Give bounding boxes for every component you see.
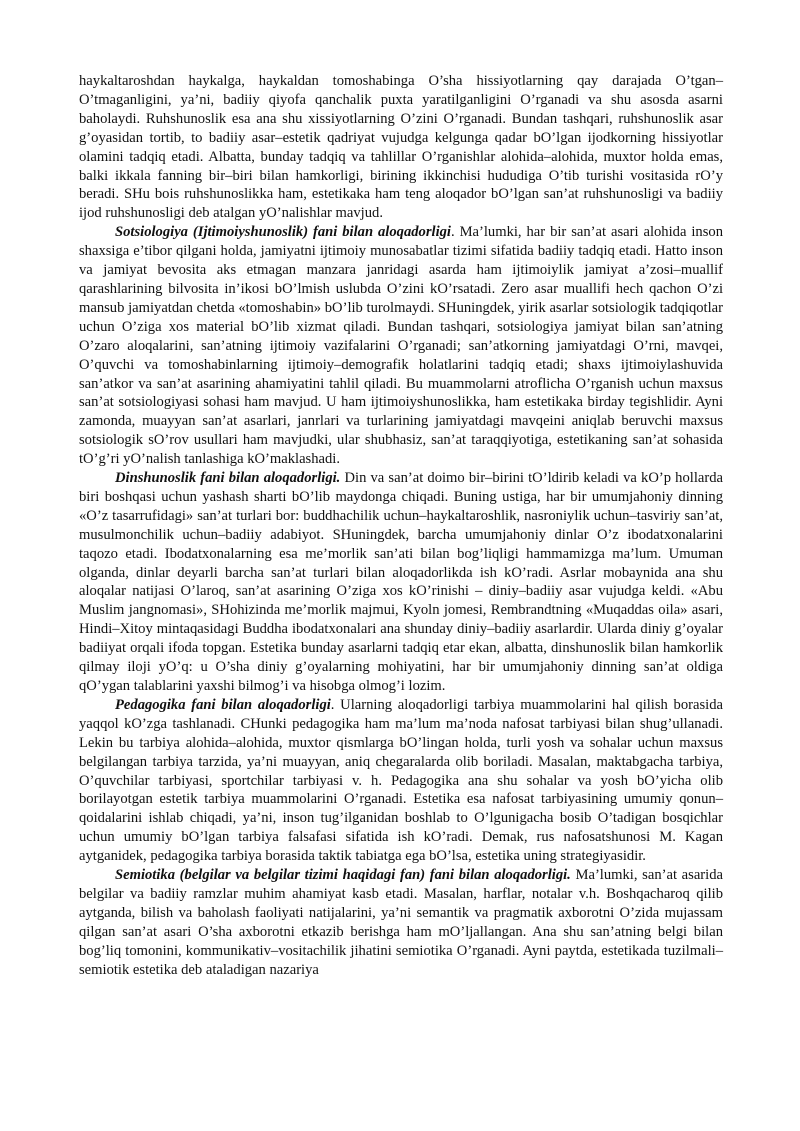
paragraph-text: haykaltaroshdan haykalga, haykaldan tomoshabinga O’sha hissiyotlarning qay darajada O’tgan–O’tmaganligini, ya’ni, badiiy qiyofa qanchalik puxta yaratilganligini O’rganadi va shu asosda asarni baholaydi. Ruhshunoslik esa ana shu xissiyotlarning O’zini O’rganadi. Bundan tashqari, ruhshunoslik asar g’oyasidan tortib, to badiiy asar–estetik qadriyat vujudga kelgunga qadar bO’lgan ijodkorning hissiyotlar olamini tadqiq etadi. Albatta, bunday tadqiq va tahlillar O’rganishlar alohida–alohida, muxtor holda emas, balki ikkala fanning bir–biri bilan hamkorligi, birining ikkinchisi hududiga O’tib turishi vositasida rO’y beradi. SHu bois ruhshunoslikka ham, estetikaka ham teng aloqador bO’lgan san’at ruhshunosligi va badiiy ijod ruhshunosligi deb atalgan yO’nalishlar mavjud. xyxy=(79,73,723,222)
paragraph-heading-sociology: Sotsiologiya (Ijtimoiyshunoslik) fani bilan aloqadorligi xyxy=(115,224,451,241)
paragraph-text: . Ularning aloqadorligi tarbiya muammolarini hal qilish borasida yaqqol kO’zga tashlanadi. CHunki pedagogika ham ma’lum ma’noda nafosat tarbiyasi bilan shug’ullanadi. Lekin bu tarbiya alohida–alohida, muxtor qismlarga bO’lingan holda, turli yosh va sohalar uchun maxsus belgilangan tarbiya tarzida, ya’ni muayyan, aniq chegaralarda olib boriladi. Masalan, maktabgacha tarbiya, O’quvchilar tarbiyasi, sportchilar tarbiyasi v. h. Pedagogika ana shu sohalar va yosh bO’yicha olib borilayotgan estetik tarbiya muammolarini O’rganadi. Estetika esa nafosat tarbiyasining umumiy qonun–qoidalarini ishlab chiqadi, ya’ni, inson tug’ilganidan boshlab to O’lgunigacha bosib O’tadigan bosqichlar uchun umumiy bO’lgan tarbiya falsafasi sifatida ish kO’radi. Demak, rus nafosatshunosi M. Kagan aytganidek, pedagogika tarbiya borasida taktik tabiatga ega bO’lsa, estetika uning strategiyasidir. xyxy=(79,696,723,865)
paragraph-sociology xyxy=(79,223,723,469)
paragraph-heading-semiotics: Semiotika (belgilar va belgilar tizimi haqidagi fan) fani bilan aloqadorligi. xyxy=(115,867,571,884)
paragraph-heading-pedagogy: Pedagogika fani bilan aloqadorligi xyxy=(115,696,331,713)
document-page xyxy=(79,72,723,980)
paragraph-psychology-continued xyxy=(79,72,723,223)
paragraph-semiotics xyxy=(79,866,723,979)
paragraph-heading-religious-studies: Dinshunoslik fani bilan aloqadorligi. xyxy=(115,470,341,487)
paragraph-text: Ma’lumki, san’at asarida belgilar va badiiy ramzlar muhim ahamiyat kasb etadi. Masalan, harflar, notalar v.h. Boshqacharoq qilib aytganda, bilish va baholash faoliyati natijalarini, ya’ni semantik va pragmatik axborotni O’zida mujassam qilgan san’at asari O’sha axborotni etkazib berishga ham mO’ljallangan. Ana shu san’atning belgi bilan bog’liq tomonini, kommunikativ–vositachilik jihatini semiotika O’rganadi. Ayni paytda, estetikada tuzilmali–semiotik estetika deb ataladigan nazariya xyxy=(79,867,723,978)
paragraph-text: Din va san’at doimo bir–birini tO’ldirib keladi va kO’p hollarda biri boshqasi uchun yashash sharti bO’lib maydonga chiqadi. Buning ustiga, har bir umumjahoniy dinning «O’z tasarrufidagi» san’at turlari bor: buddhachilik uchun–haykaltaroshlik, nasroniylik uchun–tasviriy san’at, musulmonchilik uchun–badiiy adabiyot. SHuningdek, barcha umumjahoniy dinlar O’z ibodatxonalarini taqozo etadi. Ibodatxonalarning esa me’morlik san’ati bilan bog’liqligi hammamizga ma’lum. Umuman olganda, dinlar deyarli barcha san’at turlari bilan aloqadorlikda ish kO’radi. Asrlar mobaynida ana shu aloqalar natijasi O’laroq, san’at asarining O’ziga xos kO’rinishi – diniy–badiiy asar vujudga keldi. «Abu Muslim jangnomasi», SHohizinda me’morlik majmui, Kyoln jomesi, Rembrandtning «Muqaddas oila» asari, Hindi–Xitoy mintaqasidagi Buddha ibodatxonalari ana shunday diniy–badiiy asarlardir. Ularda diniy g’oyalar badiiyat orqali ifoda topgan. Estetika bunday asarlarni tadqiq etar ekan, albatta, dinshunoslik bilan hamkorlik qilmay iloji yO’q: u O’sha diniy g’oyalarning mohiyatini, har bir umumjahoniy dinning san’at oldiga qO’ygan talablarini yaxshi bilmog’i va hisobga olmog’i lozim. xyxy=(79,470,723,694)
paragraph-religious-studies xyxy=(79,469,723,696)
paragraph-text: . Ma’lumki, har bir san’at asari alohida inson shaxsiga e’tibor qilgani holda, jamiyatni ijtimoiy munosabatlar tizimi sifatida badiiy tadqiq etadi. Hatto inson va jamiyat bevosita aks etmagan manzara janridagi asarda ham ijtimoiylik jamiyat a’zosi–muallif qarashlarining bilvosita in’ikosi bO’lmish uslubda O’zini kO’rsatadi. Zero asar muallifi hech qachon O’zi mansub jamiyatdan chetda «tomoshabin» bO’lib turolmaydi. SHuningdek, yirik asarlar sotsiologik tadqiqotlar uchun O’ziga xos material bO’lib xizmat qiladi. Bundan tashqari, sotsiologiya jamiyat bilan san’atning O’zaro aloqalarini, san’atning ijtimoiy vazifalarini O’rganadi; san’atkorning jamiyatdagi O’rni, mavqei, O’quvchi va tomoshabinlarning ijtimoiy–demografik holatlarini tadqiq etadi; shaxs ijtimoiylashuvida san’atkor va san’at asarining ahamiyatini tahlil qiladi. Bu muammolarni atroflicha O’rganish uchun maxsus san’at sotsiologiyasi sohasi ham mavjud. U ham ijtimoiyshunoslikka, ham estetikaka birday tegishlidir. Ayni zamonda, muayyan san’at asarlari, janrlari va turlarining jamiyatdagi mavqeini aniqlab beruvchi maxsus sotsiologik sO’rov usullari ham mavjudki, ular shubhasiz, san’at taraqqiyotiga, estetikaning san’at sohasida tO’g’ri yO’nalish tanlashiga kO’maklashadi. xyxy=(79,224,723,468)
paragraph-pedagogy xyxy=(79,696,723,866)
